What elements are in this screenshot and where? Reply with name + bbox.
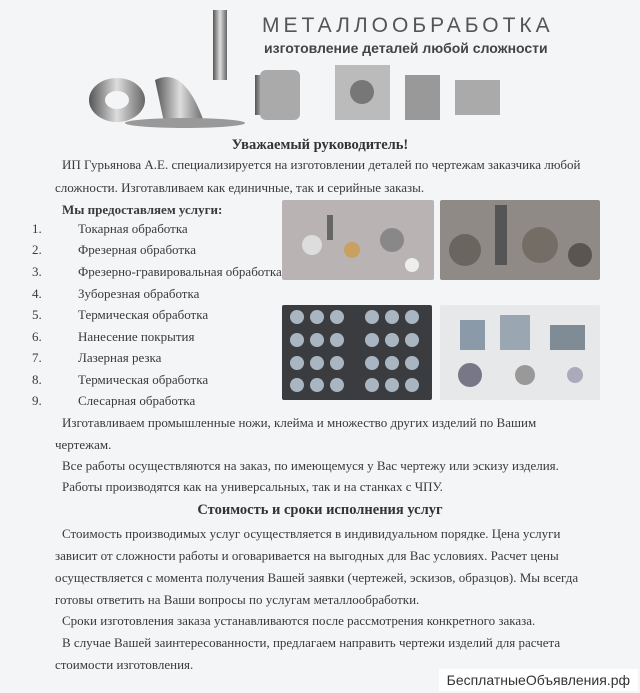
service-item: [32, 350, 161, 366]
service-item: [32, 307, 208, 323]
paragraph-line: Работы производятся как на универсальных, так и на станках с ЧПУ.: [62, 479, 443, 494]
paragraph-line: готовы ответить на Ваши вопросы по услугам металлообработки.: [55, 592, 420, 607]
service-item: [32, 286, 199, 302]
item-number: 7.: [32, 350, 42, 365]
greeting-heading: Уважаемый руководитель!: [231, 137, 409, 153]
item-label: Термическая обработка: [78, 372, 209, 387]
paragraph-line: чертежам.: [55, 437, 112, 452]
item-label: Токарная обработка: [78, 221, 188, 236]
parts-photo-1: [282, 200, 434, 280]
intro-line-1: ИП Гурьянова А.Е. специализируется на изготовлении деталей по чертежам заказчика любой: [62, 157, 581, 172]
item-label: Зуборезная обработка: [78, 286, 200, 301]
parts-photo-2: [440, 200, 600, 280]
item-label: Фрезерная обработка: [78, 242, 196, 257]
metal-parts-image-right: [255, 55, 505, 135]
paragraph-line: В случае Вашей заинтересованности, предлагаем направить чертежи изделий для расчета: [62, 635, 561, 650]
item-number: 6.: [32, 329, 42, 344]
paragraph-line: Все работы осуществляются на заказ, по имеющемуся у Вас чертежу или эскизу изделия.: [62, 458, 559, 473]
service-item: [32, 264, 282, 280]
services-heading: Мы предоставляем услуги:: [62, 202, 223, 217]
item-number: 2.: [32, 242, 42, 257]
service-item: [32, 372, 208, 388]
watermark: БесплатныеОбъявления.рф: [439, 669, 638, 691]
item-label: Термическая обработка: [78, 307, 209, 322]
intro-line-2: сложности. Изготавливаем как единичные, так и серийные заказы.: [55, 180, 425, 195]
service-item: [32, 393, 195, 409]
metal-parts-image: [85, 5, 275, 133]
item-label: Слесарная обработка: [78, 393, 196, 408]
item-number: 8.: [32, 372, 42, 387]
header-title: МЕТАЛЛООБРАБОТКА: [262, 14, 554, 37]
cost-heading: Стоимость и сроки исполнения услуг: [197, 502, 443, 518]
service-item: [32, 221, 188, 237]
paragraph-line: Сроки изготовления заказа устанавливаются после рассмотрения конкретного заказа.: [62, 613, 536, 628]
header-subtitle: изготовление деталей любой сложности: [264, 40, 548, 56]
service-item: [32, 242, 196, 258]
item-number: 4.: [32, 286, 42, 301]
item-number: 9.: [32, 393, 42, 408]
item-label: Нанесение покрытия: [78, 329, 195, 344]
item-label: Лазерная резка: [78, 350, 162, 365]
paragraph-line: Стоимость производимых услуг осуществляется в индивидуальном порядке. Цена услуги: [62, 526, 561, 541]
paragraph-line: Изготавливаем промышленные ножи, клейма и множество других изделий по Вашим: [62, 415, 537, 430]
item-number: 3.: [32, 264, 42, 279]
paragraph-line: осуществляется с момента получения Вашей заявки (чертежей, эскизов, образцов). Мы всегда: [55, 570, 579, 585]
item-number: 5.: [32, 307, 42, 322]
stamps-photo: [282, 305, 432, 400]
service-item: [32, 329, 194, 345]
item-number: 1.: [32, 221, 42, 236]
item-label: Фрезерно-гравировальная обработка: [78, 264, 282, 279]
parts-photo-3: [440, 305, 600, 400]
paragraph-line: стоимости изготовления.: [55, 657, 194, 672]
paragraph-line: зависит от сложности работы и оговаривается на выгодных для Вас условиях. Расчет цены: [55, 548, 559, 563]
